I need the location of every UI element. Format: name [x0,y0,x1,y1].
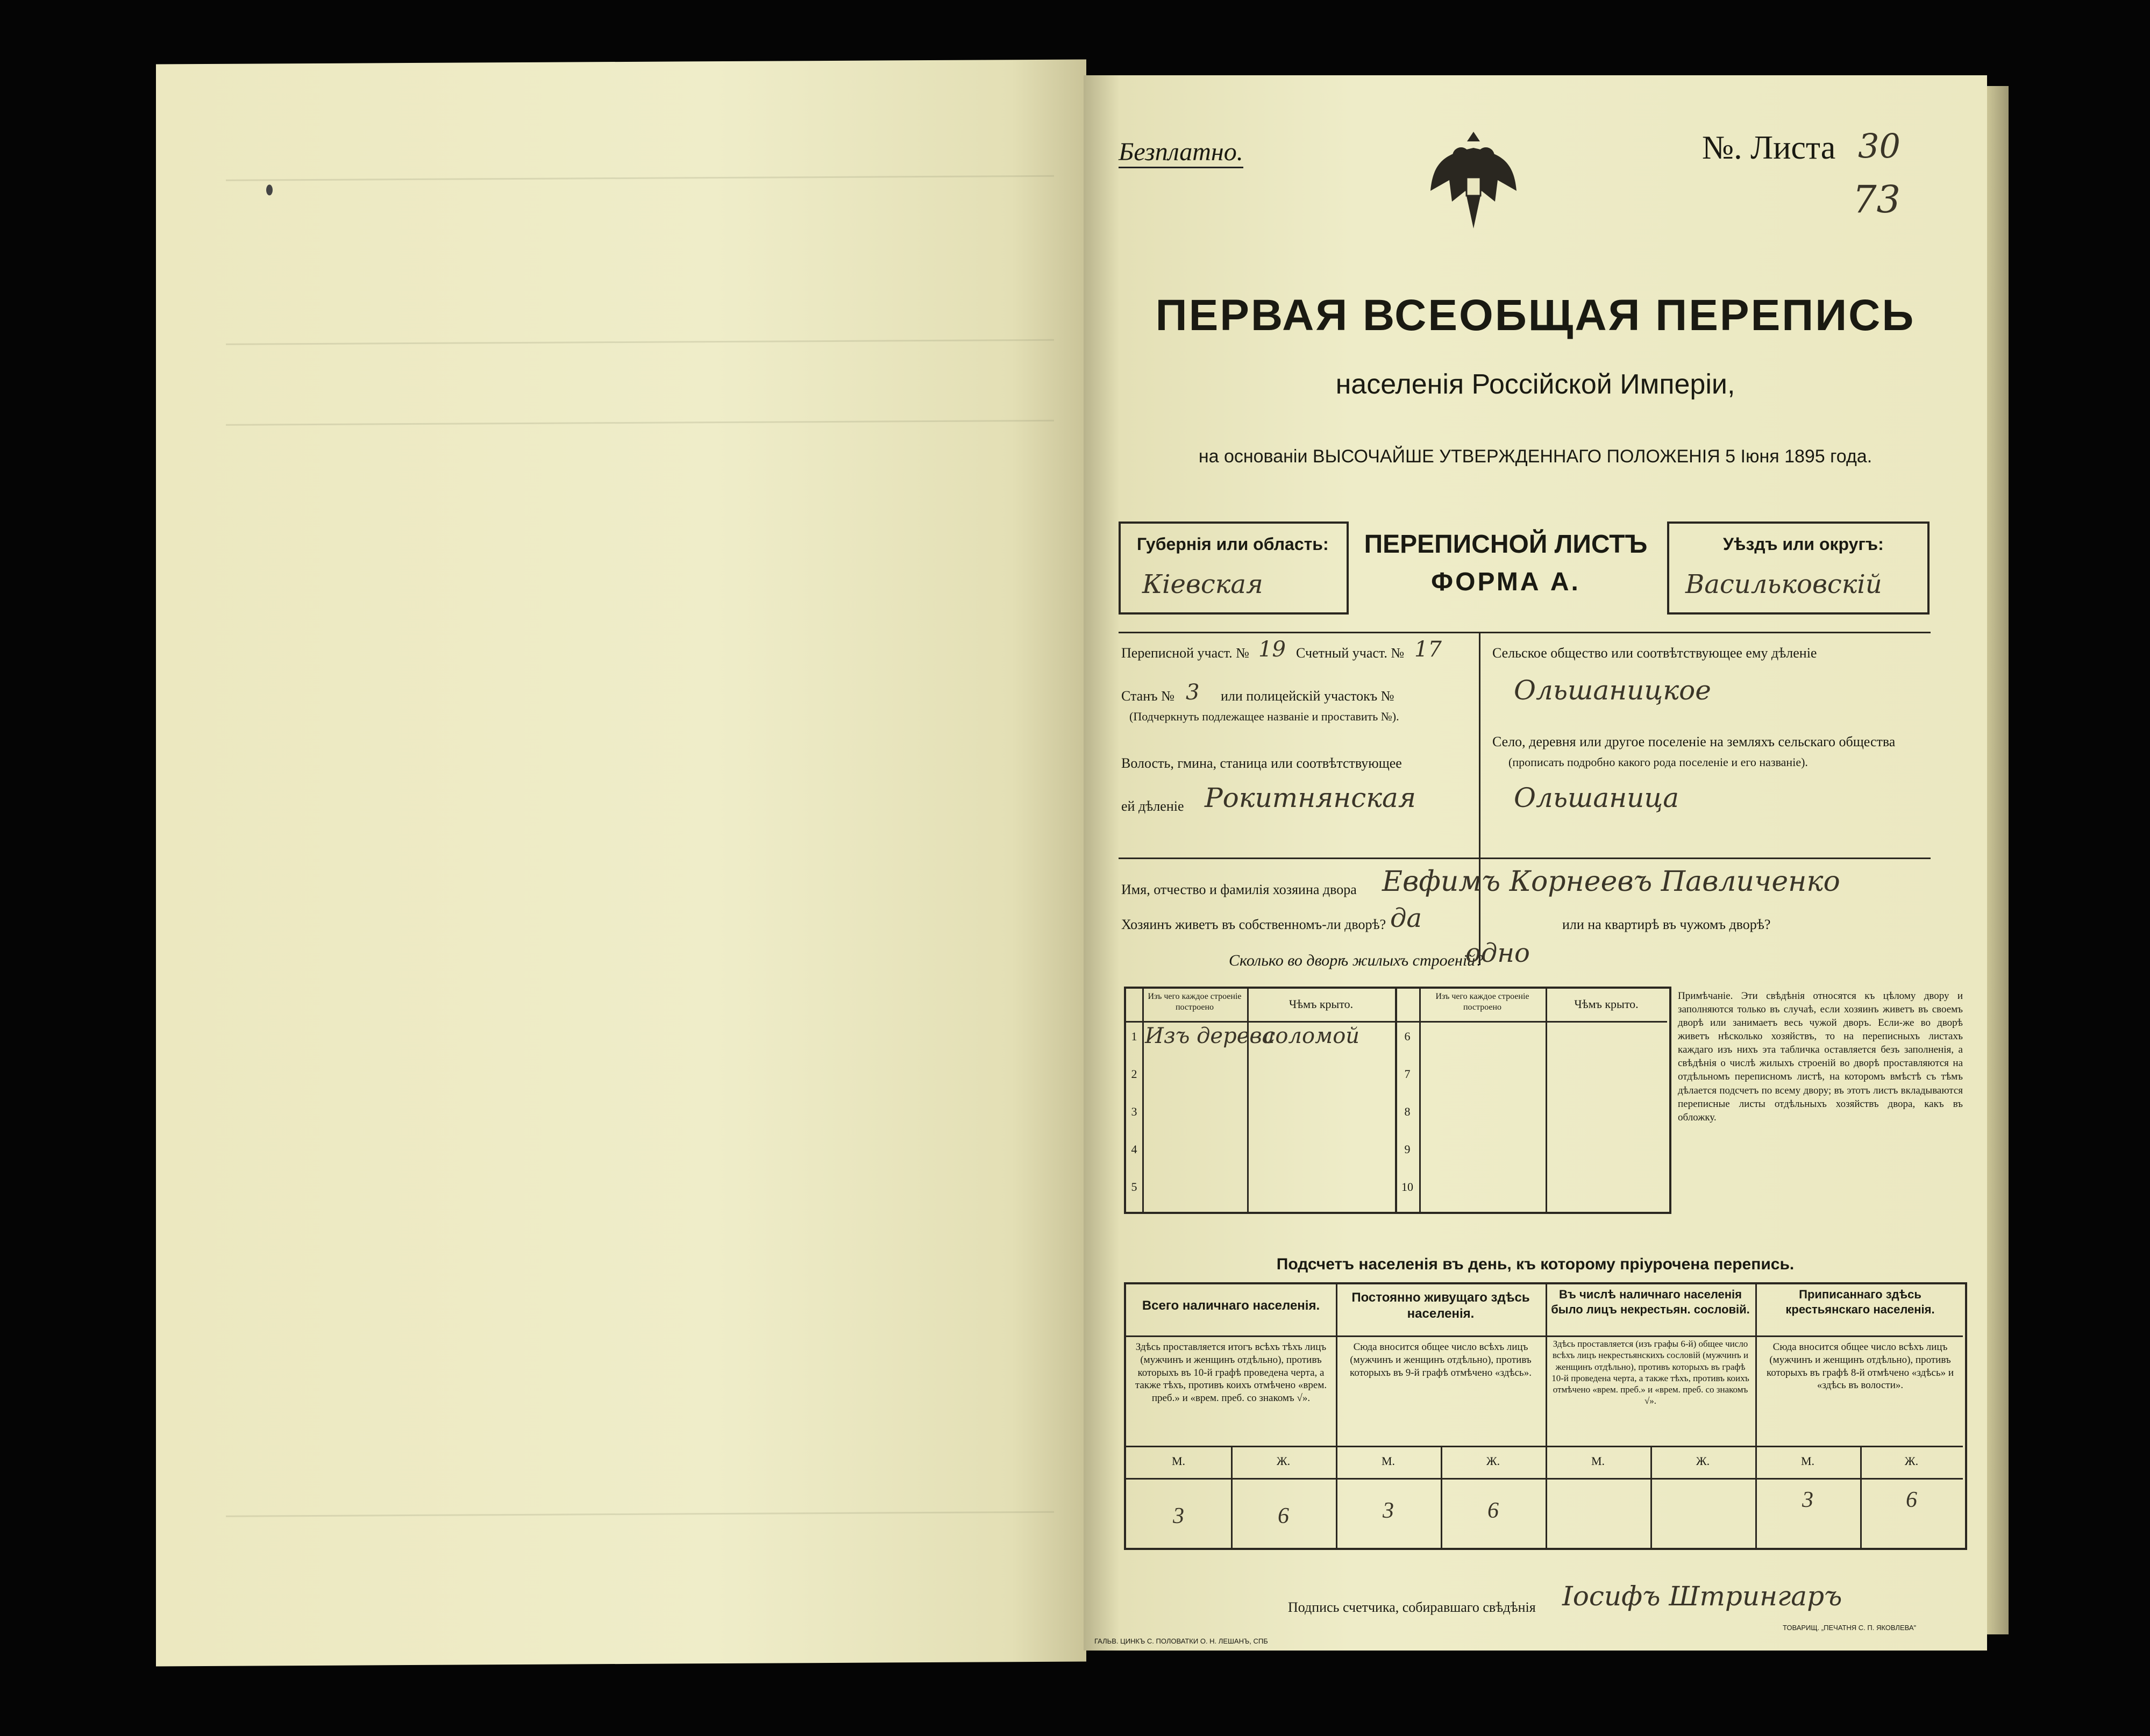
permanent-female: 6 [1487,1498,1499,1523]
row-number: 10 [1401,1180,1413,1194]
district-value: Васильковскій [1685,569,1882,599]
volost-label-2: ей дѣленіе [1121,798,1184,814]
left-page [156,59,1086,1666]
divider [1119,858,1931,859]
police-label: или полицейскій участокъ № [1221,688,1394,704]
province-label: Губернія или область: [1137,534,1329,554]
female-label: Ж. [1486,1454,1500,1468]
district-box [1667,521,1930,615]
summary-col-desc: Сюда вносится общее число всѣхъ лицъ (мужчинъ и женщинъ отдѣльно), противъ которыхъ въ 9-й графѣ отмѣчено «здѣсь». [1350,1341,1532,1378]
rented-label: или на квартирѣ въ чужомъ дворѣ? [1562,917,1771,932]
row-number: 4 [1131,1142,1137,1156]
province-value: Кіевская [1142,569,1263,599]
total-female: 6 [1278,1504,1289,1528]
row-number: 1 [1131,1030,1137,1043]
own-yard-label: Хозяинъ живетъ въ собственномъ-ли дворѣ? [1121,917,1386,932]
form-title: ПЕРЕПИСНОЙ ЛИСТЪ [1364,530,1648,559]
census-area-value: 19 [1258,637,1286,662]
buildings-label: Сколько во дворѣ жилыхъ строеній? [1229,952,1484,969]
col-material-header: Изъ чего каждое строеніе построено [1435,992,1529,1012]
row-number: 6 [1404,1030,1411,1043]
stan-label: Станъ № [1121,688,1174,704]
divider [1479,632,1480,965]
summary-col-head: Приписаннаго здѣсь крестьянскаго населенія. [1785,1288,1935,1316]
sheet-number: 30 [1858,126,1900,166]
show-through-line [226,420,1054,426]
row1-material: Изъ дерева [1145,1024,1275,1048]
double-eagle-emblem [1428,126,1519,239]
census-title: ПЕРВАЯ ВСЕОБЩАЯ ПЕРЕПИСЬ [1155,291,1916,340]
peasant-female: 6 [1906,1488,1917,1512]
female-label: Ж. [1276,1454,1291,1468]
col-roof-header: Чѣмъ крыто. [1574,997,1639,1011]
count-area-value: 17 [1414,637,1442,662]
count-area-label: Счетный участ. № [1296,645,1405,661]
summary-col-desc: Сюда вносится общее число всѣхъ лицъ (мужчинъ и женщинъ отдѣльно), противъ которыхъ въ графѣ 8-й отмѣчено «здѣсь» и «здѣсь въ волости». [1766,1341,1954,1391]
table-divider [1546,1284,1547,1548]
table-divider [1126,1021,1667,1023]
form-subtitle: ФОРМА А. [1431,568,1581,596]
signature-value: Іосифъ Штрингаръ [1562,1581,1842,1612]
buildings-value: одно [1465,938,1530,968]
table-divider [1126,1478,1963,1480]
volost-label: Волость, гмина, станица или соотвѣтствующее [1121,755,1402,771]
summary-col-desc: Здѣсь проставляется (изъ графы 6-й) общее число всѣхъ лицъ некрестьянскихъ сословій (мужчинъ и женщинъ отдѣльно), противъ которыхъ въ графѣ 10-й проведена черта, а также тѣхъ, противъ коихъ отмѣчено «врем. преб.» и «врем. преб. со знакомъ √». [1551,1339,1749,1406]
summary-title: Подсчетъ населенія въ день, къ которому пріурочена перепись. [1276,1255,1795,1273]
peasant-male: 3 [1802,1488,1813,1512]
volost-value: Рокитнянская [1205,782,1416,813]
village-note: (прописать подробно какого рода поселеніе и его названіе). [1508,755,1808,769]
col-material-header: Изъ чего каждое строеніе построено [1148,992,1242,1012]
village-label: Село, деревня или другое поселеніе на земляхъ сельскаго общества [1492,734,1896,749]
summary-col-head: Въ числѣ наличнаго населенія было лицъ некрестьян. сословій. [1551,1288,1750,1316]
col-roof-header: Чѣмъ крыто. [1288,997,1354,1011]
district-label: Уѣздъ или округъ: [1723,534,1884,554]
society-value: Ольшаницкое [1514,675,1711,706]
row-number: 8 [1404,1105,1411,1118]
sheet-label: №. Листа [1702,130,1836,166]
census-form-page [1084,75,1987,1651]
row-number: 2 [1131,1067,1137,1081]
row-number: 3 [1131,1105,1137,1118]
census-basis: на основаніи ВЫСОЧАЙШЕ УТВЕРЖДЕННАГО ПОЛОЖЕНІЯ 5 Іюня 1895 года. [1198,446,1873,467]
row1-roof: соломой [1263,1024,1360,1048]
summary-col-desc: Здѣсь проставляется итогъ всѣхъ тѣхъ лицъ (мужчинъ и женщинъ отдѣльно), противъ которыхъ въ 10-й графѣ проведена черта, а также тѣхъ, противъ коихъ отмѣчено «врем. преб.» и «врем. преб. со знакомъ √». [1135,1341,1327,1404]
society-label: Сельское общество или соотвѣтствующее ему дѣленіе [1492,645,1817,661]
permanent-male: 3 [1383,1498,1394,1523]
province-box [1119,521,1349,615]
signature-label: Подпись счетчика, собиравшаго свѣдѣнія [1288,1599,1536,1615]
census-area-label: Переписной участ. № [1121,645,1249,661]
underline-note: (Подчеркнуть подлежащее названіе и проставить №). [1129,710,1399,723]
show-through-line [226,339,1054,345]
male-label: М. [1591,1454,1605,1468]
buildings-table [1124,987,1671,1214]
binding-hole [266,184,273,195]
table-divider [1126,1446,1963,1447]
summary-table [1124,1282,1967,1550]
page-edges [1987,86,2009,1634]
own-yard-value: да [1390,903,1422,933]
stan-value: 3 [1186,680,1200,705]
total-male: 3 [1173,1504,1184,1528]
male-label: М. [1171,1454,1186,1468]
male-label: М. [1381,1454,1396,1468]
female-label: Ж. [1904,1454,1919,1468]
owner-value: Евфимъ Корнеевъ Павличенко [1382,866,1840,898]
show-through-line [226,175,1054,181]
page-number: 73 [1853,177,1901,222]
village-value: Ольшаница [1514,782,1679,813]
row-number: 9 [1404,1142,1411,1156]
summary-col-head: Всего наличнаго населенія. [1142,1298,1320,1313]
table-divider [1126,1335,1963,1337]
footer-left: ГАЛЬВ. ЦИНКЪ С. ПОЛОВАТКИ О. Н. ЛЕШАНЪ, СПБ [1094,1637,1268,1645]
row-number: 5 [1131,1180,1137,1194]
census-subtitle: населенія Россійской Имперіи, [1335,369,1735,400]
row-number: 7 [1404,1067,1411,1081]
owner-label: Имя, отчество и фамилія хозяина двора [1121,882,1357,897]
male-label: М. [1800,1454,1815,1468]
female-label: Ж. [1696,1454,1710,1468]
divider [1119,632,1931,633]
summary-col-head: Постоянно живущаго здѣсь населенія. [1351,1290,1530,1321]
show-through-line [226,1511,1054,1517]
footer-right: ТОВАРИЩ. „ПЕЧАТНЯ С. П. ЯКОВЛЕВА" [1783,1624,1917,1632]
free-label: Безплатно. [1119,137,1243,168]
note-text: Примѣчаніе. Эти свѣдѣнія относятся къ цѣлому двору и заполняются только въ случаѣ, если хозяинъ живетъ въ своемъ дворѣ или занимаетъ весь чужой дворъ. Если-же во дворѣ живетъ нѣсколько хозяйствъ, то на переписныхъ листахъ каждаго изъ нихъ эта табличка оставляется безъ заполненія, а свѣдѣнія о числѣ жилыхъ строеній во дворѣ проставляются на отдѣльномъ переписномъ листѣ, на которомъ вмѣстѣ съ тѣмъ дѣлается подсчетъ по всему двору; въ этотъ листъ вкладываются переписные листы отдѣльныхъ хозяйствъ двора, какъ въ обложку. [1678,990,1963,1123]
